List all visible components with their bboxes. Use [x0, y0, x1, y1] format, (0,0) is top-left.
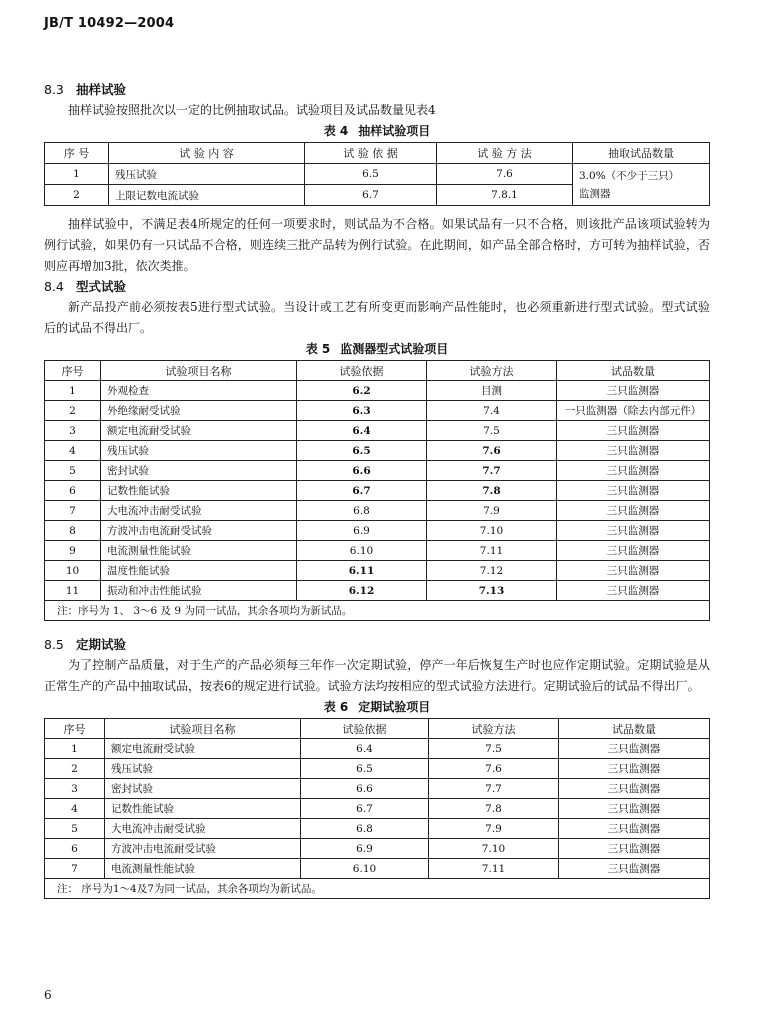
table-row [45, 441, 710, 461]
cell-name: 大电流冲击耐受试验 [105, 819, 301, 839]
table-row [45, 779, 710, 799]
table6-caption [44, 698, 710, 716]
cell-method: 7.7 [429, 779, 559, 799]
cell-basis: 6.4 [301, 739, 429, 759]
table4 [44, 142, 710, 206]
cell-name: 振动和冲击性能试验 [101, 581, 297, 601]
cell-basis: 6.8 [301, 819, 429, 839]
cell-no: 1 [45, 381, 101, 401]
section-8-5-heading [44, 635, 710, 655]
table5 [44, 360, 710, 621]
cell-method: 7.12 [427, 561, 557, 581]
cell-qty: 三只监测器 [557, 561, 710, 581]
cell-no: 6 [45, 481, 101, 501]
cell-method: 7.8 [429, 799, 559, 819]
cell-method: 7.7 [427, 461, 557, 481]
cell-no: 10 [45, 561, 101, 581]
cell-basis: 6.10 [297, 541, 427, 561]
cell-method: 7.10 [427, 521, 557, 541]
section-8-4-heading [44, 277, 710, 297]
table-note-row [45, 601, 710, 621]
cell-qty: 三只监测器 [557, 421, 710, 441]
table-row [45, 381, 710, 401]
page-content [44, 80, 710, 899]
cell-no: 9 [45, 541, 101, 561]
cell-no: 2 [45, 185, 109, 206]
cell-qty: 三只监测器 [557, 501, 710, 521]
cell-method: 7.5 [429, 739, 559, 759]
cell-qty: 三只监测器 [557, 461, 710, 481]
cell-basis: 6.6 [297, 461, 427, 481]
cell-qty: 三只监测器 [559, 799, 710, 819]
cell-basis: 6.3 [297, 401, 427, 421]
header-cell: 试 验 方 法 [437, 143, 573, 164]
table6-title: 定期试验项目 [358, 700, 431, 714]
cell-name: 电流测量性能试验 [105, 859, 301, 879]
header-cell: 试 验 内 容 [109, 143, 305, 164]
cell-name: 密封试验 [101, 461, 297, 481]
cell-method: 7.4 [427, 401, 557, 421]
cell-name: 残压试验 [101, 441, 297, 461]
cell-no: 5 [45, 819, 105, 839]
header-cell: 试验依据 [297, 361, 427, 381]
table5-caption [44, 340, 710, 358]
table-header-row [45, 143, 710, 164]
cell-basis: 6.5 [301, 759, 429, 779]
table-row [45, 799, 710, 819]
cell-name: 外绝缘耐受试验 [101, 401, 297, 421]
qty-line-1: 3.0%（不少于三只） [579, 169, 680, 182]
table4-title: 抽样试验项目 [358, 124, 431, 138]
cell-name: 密封试验 [105, 779, 301, 799]
cell-name: 方波冲击电流耐受试验 [105, 839, 301, 859]
cell-method: 7.5 [427, 421, 557, 441]
header-cell: 试品数量 [557, 361, 710, 381]
table5-label: 表 5 [305, 342, 331, 356]
table-row [45, 839, 710, 859]
cell-name: 记数性能试验 [105, 799, 301, 819]
cell-qty-merged [573, 164, 710, 206]
table6-note: 注： 序号为1～4及7为同一试品，其余各项均为新试品。 [45, 879, 710, 899]
page-number: 6 [44, 988, 52, 1002]
table-row [45, 164, 710, 185]
cell-name: 上限记数电流试验 [109, 185, 305, 206]
table-row [45, 561, 710, 581]
header-cell: 试 验 依 据 [305, 143, 437, 164]
cell-no: 1 [45, 739, 105, 759]
cell-qty: 三只监测器 [557, 381, 710, 401]
cell-no: 6 [45, 839, 105, 859]
section-8-3-intro: 抽样试验按照批次以一定的比例抽取试品。试验项目及试品数量见表4 [68, 103, 436, 117]
cell-qty: 三只监测器 [559, 819, 710, 839]
cell-name: 方波冲击电流耐受试验 [101, 521, 297, 541]
qty-line-2: 监测器 [579, 187, 611, 200]
cell-qty: 三只监测器 [557, 581, 710, 601]
table-row [45, 541, 710, 561]
cell-no: 3 [45, 779, 105, 799]
cell-name: 外观检查 [101, 381, 297, 401]
cell-method: 7.8 [427, 481, 557, 501]
table4-caption [44, 122, 710, 140]
cell-basis: 6.9 [301, 839, 429, 859]
cell-method: 7.9 [427, 501, 557, 521]
header-cell: 试验项目名称 [105, 719, 301, 739]
table6 [44, 718, 710, 899]
section-number: 8.3 [44, 82, 64, 97]
cell-method: 7.6 [437, 164, 573, 185]
cell-method: 目测 [427, 381, 557, 401]
cell-basis: 6.5 [305, 164, 437, 185]
cell-no: 4 [45, 799, 105, 819]
cell-no: 4 [45, 441, 101, 461]
table4-label: 表 4 [323, 124, 349, 138]
cell-no: 7 [45, 859, 105, 879]
cell-no: 7 [45, 501, 101, 521]
cell-no: 1 [45, 164, 109, 185]
cell-no: 8 [45, 521, 101, 541]
cell-qty: 三只监测器 [557, 481, 710, 501]
table-row [45, 501, 710, 521]
cell-basis: 6.7 [297, 481, 427, 501]
cell-qty: 三只监测器 [559, 859, 710, 879]
header-cell: 抽取试品数量 [573, 143, 710, 164]
table-row [45, 739, 710, 759]
cell-method: 7.13 [427, 581, 557, 601]
cell-name: 额定电流耐受试验 [101, 421, 297, 441]
table-row [45, 401, 710, 421]
cell-basis: 6.7 [301, 799, 429, 819]
cell-qty: 三只监测器 [559, 759, 710, 779]
header-cell: 试验方法 [429, 719, 559, 739]
cell-name: 电流测量性能试验 [101, 541, 297, 561]
cell-no: 5 [45, 461, 101, 481]
section-number: 8.5 [44, 637, 64, 652]
cell-method: 7.11 [429, 859, 559, 879]
header-cell: 试品数量 [559, 719, 710, 739]
cell-name: 大电流冲击耐受试验 [101, 501, 297, 521]
cell-method: 7.8.1 [437, 185, 573, 206]
cell-basis: 6.11 [297, 561, 427, 581]
table5-note: 注：序号为 1、 3～6 及 9 为同一试品，其余各项均为新试品。 [45, 601, 710, 621]
table-note-row [45, 879, 710, 899]
table-header-row [45, 361, 710, 381]
cell-basis: 6.8 [297, 501, 427, 521]
table-row [45, 461, 710, 481]
section-title: 定期试验 [76, 637, 127, 652]
table5-title: 监测器型式试验项目 [340, 342, 449, 356]
cell-qty: 三只监测器 [559, 739, 710, 759]
cell-name: 残压试验 [105, 759, 301, 779]
cell-basis: 6.10 [301, 859, 429, 879]
header-cell: 序号 [45, 719, 105, 739]
table-row [45, 759, 710, 779]
cell-qty: 三只监测器 [559, 839, 710, 859]
section-8-3-rules: 抽样试验中，不满足表4所规定的任何一项要求时，则试品为不合格。如果试品有一只不合格，则该批产品该项试验转为例行试验，如果仍有一只试品不合格，则连续三批产品转为例行试验。在此期间，如产品全部合格时，方可转为抽样试验，否则应再增加3批，依次类推。 [44, 217, 710, 273]
header-cell: 试验依据 [301, 719, 429, 739]
cell-no: 3 [45, 421, 101, 441]
table-row [45, 521, 710, 541]
header-cell: 试验方法 [427, 361, 557, 381]
cell-basis: 6.6 [301, 779, 429, 799]
table-row [45, 481, 710, 501]
section-title: 型式试验 [76, 279, 127, 294]
table-row [45, 819, 710, 839]
header-cell: 序号 [45, 361, 101, 381]
cell-basis: 6.12 [297, 581, 427, 601]
cell-basis: 6.2 [297, 381, 427, 401]
cell-qty: 三只监测器 [559, 779, 710, 799]
section-title: 抽样试验 [76, 82, 127, 97]
table-header-row [45, 719, 710, 739]
section-number: 8.4 [44, 279, 64, 294]
cell-method: 7.9 [429, 819, 559, 839]
header-cell: 试验项目名称 [101, 361, 297, 381]
cell-method: 7.10 [429, 839, 559, 859]
table6-label: 表 6 [323, 700, 349, 714]
header-cell: 序 号 [45, 143, 109, 164]
section-8-3-heading [44, 80, 710, 100]
cell-qty: 一只监测器（除去内部元件） [557, 401, 710, 421]
standard-code: JB/T 10492—2004 [44, 16, 175, 31]
table-row [45, 859, 710, 879]
section-8-5-text: 为了控制产品质量，对于生产的产品必须每三年作一次定期试验，停产一年后恢复生产时也应作定期试验。定期试验是从正常生产的产品中抽取试品，按表6的规定进行试验。试验方法均按相应的型式试验方法进行。定期试验后的试品不得出厂。 [44, 658, 710, 693]
cell-method: 7.11 [427, 541, 557, 561]
cell-method: 7.6 [427, 441, 557, 461]
cell-name: 额定电流耐受试验 [105, 739, 301, 759]
table-row [45, 581, 710, 601]
cell-method: 7.6 [429, 759, 559, 779]
cell-name: 温度性能试验 [101, 561, 297, 581]
cell-no: 2 [45, 401, 101, 421]
cell-qty: 三只监测器 [557, 441, 710, 461]
cell-name: 记数性能试验 [101, 481, 297, 501]
cell-basis: 6.5 [297, 441, 427, 461]
cell-basis: 6.4 [297, 421, 427, 441]
table-row [45, 421, 710, 441]
cell-name: 残压试验 [109, 164, 305, 185]
cell-qty: 三只监测器 [557, 541, 710, 561]
cell-qty: 三只监测器 [557, 521, 710, 541]
cell-no: 2 [45, 759, 105, 779]
cell-basis: 6.9 [297, 521, 427, 541]
section-8-4-text: 新产品投产前必须按表5进行型式试验。当设计或工艺有所变更而影响产品性能时，也必须重新进行型式试验。型式试验后的试品不得出厂。 [44, 300, 710, 335]
cell-basis: 6.7 [305, 185, 437, 206]
cell-no: 11 [45, 581, 101, 601]
